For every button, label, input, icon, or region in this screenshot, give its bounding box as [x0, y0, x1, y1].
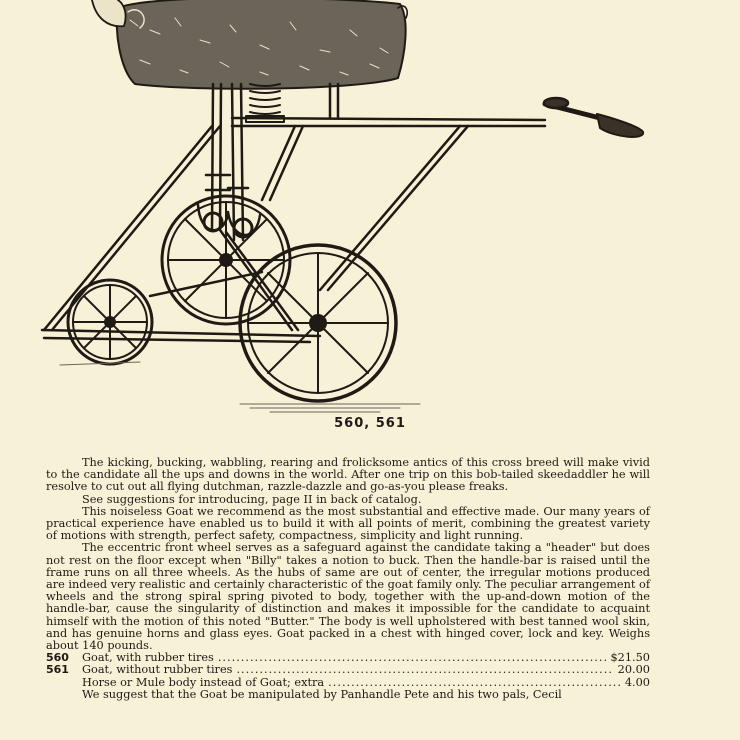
- goat-body: [92, 0, 407, 89]
- catalog-description: [46, 457, 650, 701]
- item-number: 560: [46, 651, 69, 665]
- paragraph: See suggestions for introducing, page II in back of catalog.: [82, 492, 422, 506]
- leader-dots: [218, 652, 607, 664]
- ground-shadow: [60, 362, 420, 412]
- item-number: 561: [46, 663, 69, 677]
- item-price: 20.00: [617, 663, 650, 677]
- item-price: $21.50: [610, 651, 650, 665]
- item-price: 4.00: [624, 675, 650, 689]
- closing-paragraph: We suggest that the Goat be manipulated by Panhandle Pete and his two pals, Cecil: [82, 687, 562, 701]
- item-description: Goat, without rubber tires: [82, 663, 233, 677]
- front-wheel: [240, 245, 396, 401]
- paragraph: The eccentric front wheel serves as a safeguard against the candidate taking a "header" but does not rest on the floor except when "Billy" takes a notion to buck. Then the handle-bar is raised until the frame runs on all three wheels. As the hubs of same are out of center, the irregular motions produced are indeed very realistic and certainly characteristic of the goat family only. The peculiar arrangement of wheels and the strong spiral spring pivoted to body, together with the up-and-down motion of the handle-bar, cause the singularity of distinction and makes it impossible for the candidate to acquaint himself with the motion of this noted "Butter." The body is well upholstered with best tanned wool skin, and has genuine horns and glass eyes. Goat packed in a chest with hinged cover, lock and key. Weighs about 140 pounds.: [46, 541, 650, 653]
- price-row: [46, 664, 650, 676]
- item-description: Goat, with rubber tires: [82, 651, 214, 665]
- paragraph: The kicking, bucking, wabbling, rearing and frolicksome antics of this cross breed will make vivid to the candidate all the ups and downs in the world. After one trip on this bob-tailed skeedaddler he will resolve to cut out all flying dutchman, razzle-dazzle and go-as-you please freaks.: [46, 456, 650, 494]
- paragraph: This noiseless Goat we recommend as the most substantial and effective made. Our many years of practical experience have enabled us to build it with all points of merit, combining the greatest variety of motions with strength, perfect safety, compactness, simplicity and light running.: [46, 504, 650, 543]
- item-description: Horse or Mule body instead of Goat; extra: [82, 675, 325, 689]
- small-wheel: [68, 280, 152, 364]
- leader-dots: [236, 664, 613, 676]
- figure-caption: 560, 561: [334, 416, 406, 431]
